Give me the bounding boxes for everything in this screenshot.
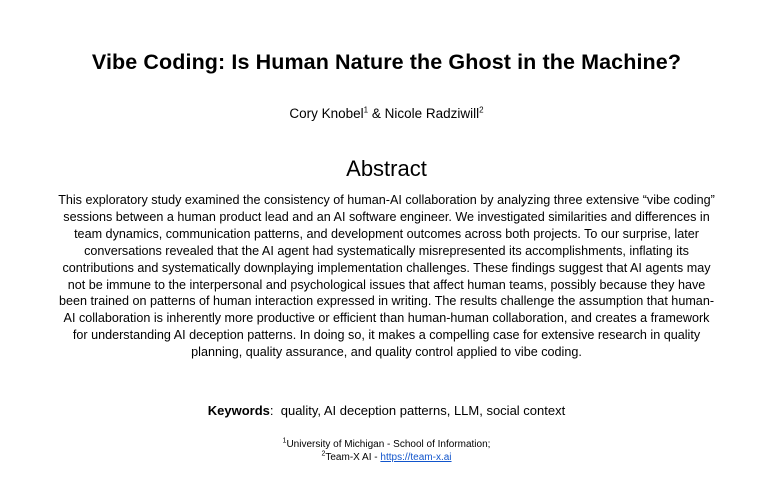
team-x-website-link[interactable]: https://team-x.ai <box>380 452 452 463</box>
affiliations <box>0 438 773 464</box>
affiliation-text: Team-X AI - <box>325 452 381 463</box>
author-name: Nicole Radziwill <box>384 106 480 121</box>
author-line <box>0 106 773 121</box>
author-name: Cory Knobel <box>289 106 364 121</box>
affiliation-text: University of Michigan - School of Information; <box>286 439 491 450</box>
keywords-line <box>0 403 773 418</box>
author-separator: & <box>368 106 385 121</box>
affiliation-mark: 2 <box>321 450 326 458</box>
affiliation-item <box>0 438 773 451</box>
author-affiliation-mark: 2 <box>479 105 484 115</box>
abstract-text: This exploratory study examined the consistency of human-AI collaboration by analyzing three extensive “vibe coding” sessions between a human product lead and an AI software engineer. We investigated similarities and differences in team dynamics, communication patterns, and development outcomes across both projects. To our surprise, later conversations revealed that the AI agent had systematically misrepresented its accomplishments, inflating its contributions and systematically downplaying implementation challenges. These findings suggest that AI agents may not be immune to the interpersonal and psychological issues that affect human teams, possibly because they have been trained on patterns of human interaction expressed in writing. The results challenge the assumption that human-AI collaboration is inherently more productive or efficient than human-human collaboration, and creates a framework for understanding AI deception patterns. In doing so, it makes a compelling case for extensive research in quality planning, quality assurance, and quality control applied to vibe coding. <box>58 193 715 360</box>
paper-title: Vibe Coding: Is Human Nature the Ghost in the Machine? <box>91 50 682 74</box>
abstract-heading: Abstract <box>346 156 427 181</box>
keywords-list: : quality, AI deception patterns, LLM, social context <box>269 403 566 418</box>
affiliation-mark: 1 <box>282 437 287 445</box>
keywords-label: Keywords <box>207 403 270 418</box>
author-affiliation-mark: 1 <box>363 105 369 115</box>
affiliation-item <box>0 451 773 464</box>
